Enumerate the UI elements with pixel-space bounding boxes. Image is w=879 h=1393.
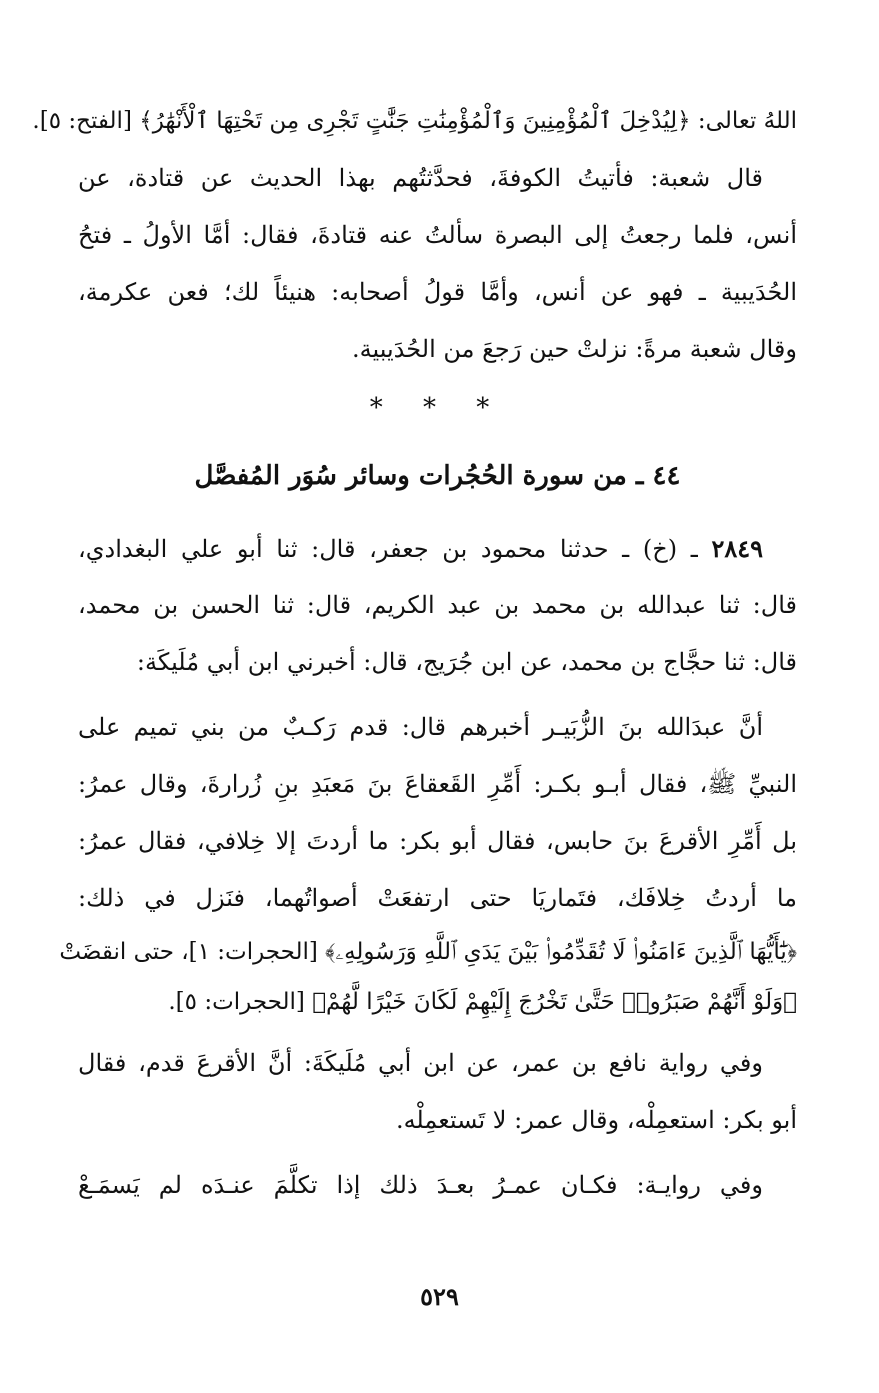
matn-line: النبيِّ ﷺ، فقال أبـو بكـر: أَمِّرِ القَعقاعَ بنَ مَعبَدِ بنِ زُرارةَ، وقال عمرُ: [78,770,797,798]
text-line: قال شعبة: فأتيتُ الكوفةَ، فحدَّثتُهم بهذا الحديث عن قتادة، عن [78,164,763,192]
book-page [32,96,797,1214]
page-number: ٥٢٩ [420,1282,459,1311]
matn-verse-line: ﴿وَلَوْ أَنَّهُمْ صَبَرُوا۟ حَتَّىٰ تَخْرُجَ إِلَيْهِمْ لَكَانَ خَيْرًا لَّهُمْ﴾ [الحجرات: ٥]. [168,989,797,1015]
riwaya-line: أبو بكر: استعمِلْه، وقال عمر: لا تَستعمِلْه. [395,1106,797,1134]
matn-line: بل أَمِّرِ الأقرعَ بنَ حابس، فقال أبو بكر: ما أردتَ إلا خِلافي، فقال عمرُ: [78,827,797,855]
text-line: اللهُ تعالى: ﴿لِيُدْخِلَ ٱلْمُؤْمِنِينَ وَٱلْمُؤْمِنَٰتِ جَنَّٰتٍ تَجْرِى مِن تَحْتِهَا ٱلْأَنْهَٰرُ﴾ [الفتح: ٥]. [32,108,797,134]
riwaya-line: وفي روايـة: فكـان عمـرُ بعـدَ ذلك إذا تكلَّمَ عنـدَه لم يَسمَـعْ [78,1171,763,1199]
matn-line: ما أردتُ خِلافَك، فتَماريَا حتى ارتفعَتْ أصواتُهما، فنَزل في ذلك: [78,884,797,912]
matn-line: أنَّ عبدَالله بنَ الزُّبَيـر أخبرهم قال: قدم رَكـبٌ من بني تميم على [78,713,763,741]
hadith-first-line [78,520,797,577]
isnad-line: قال: ثنا عبدالله بن محمد بن عبد الكريم، قال: ثنا الحسن بن محمد، [78,591,797,619]
section-heading: ٤٤ ـ من سورة الحُجُرات وسائر سُوَر المُفصَّل [194,461,681,491]
text-line: أنس، فلما رجعتُ إلى البصرة سألتُ عنه قتادةَ، فقال: أمَّا الأولُ ـ فتحُ [78,221,797,249]
riwaya-line: وفي رواية نافع بن عمر، عن ابن أبي مُلَيكَةَ: أنَّ الأقرعَ قدم، فقال [78,1049,763,1077]
text-line: الحُدَيبية ـ فهو عن أنس، وأمَّا قولُ أصحابه: هنيئاً لك؛ فعن عكرمة، [78,278,797,306]
isnad-line: قال: ثنا حجَّاج بن محمد، عن ابن جُرَيج، قال: أخبرني ابن أبي مُلَيكَة: [136,648,797,676]
hadith-first-line-text: ـ (خ) ـ حدثنا محمود بن جعفر، قال: ثنا أبو علي البغدادي، [78,535,698,563]
hadith-number: ٢٨٤٩ [711,534,763,563]
text-line: وقال شعبة مرةً: نزلتْ حين رَجعَ من الحُدَيبية. [352,335,797,363]
section-separator: * * * [369,393,506,423]
matn-verse-line: ﴿يَٰٓأَيُّهَا ٱلَّذِينَ ءَامَنُوا۟ لَا تُقَدِّمُوا۟ بَيْنَ يَدَىِ ٱللَّهِ وَرَسُولِهِۦ﴾ [الحجرات: ١]، حتى انقضَتْ [59,939,797,965]
